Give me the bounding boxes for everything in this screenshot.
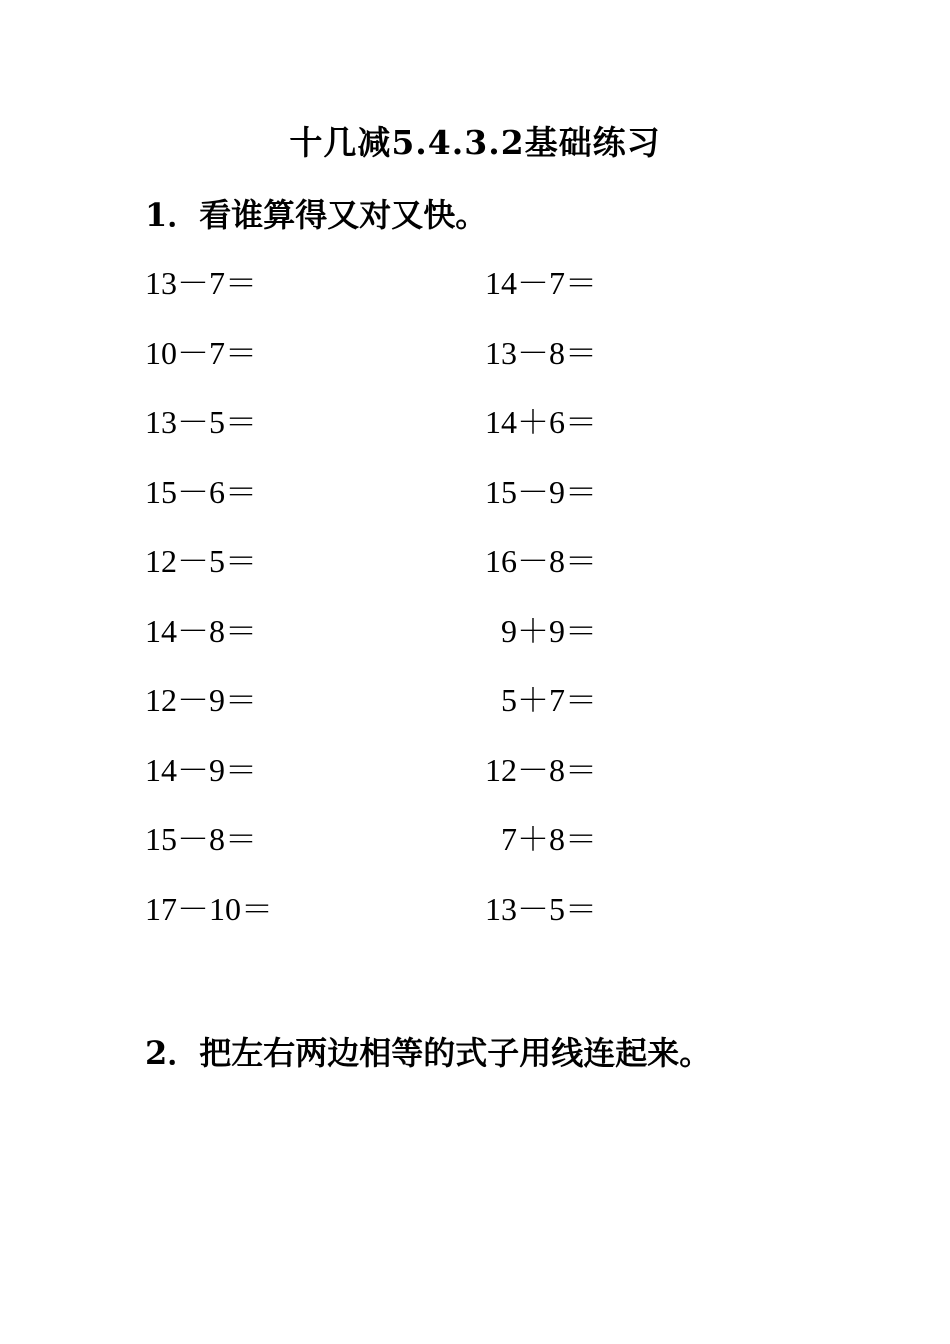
problem-right: 14－7＝ [484,265,597,301]
problem-right: 9＋9＝ [500,612,597,649]
problem-row [145,747,665,817]
problem-row [145,330,665,400]
problem-right: 16－8＝ [484,543,597,579]
problem-left: 10－7＝ [145,334,258,371]
problem-right: 14＋6＝ [484,404,597,440]
problem-right: 13－5＝ [484,890,597,927]
problem-left: 15－6＝ [145,473,258,510]
problem-right: 7＋8＝ [500,821,597,857]
section-1-heading: 1．看谁算得又对又快。 [145,196,488,234]
problem-left: 12－5＝ [145,543,258,579]
problem-right: 13－8＝ [484,334,597,371]
problem-right: 12－8＝ [484,751,597,788]
problem-left: 13－5＝ [145,404,258,440]
problem-row [145,469,665,539]
problem-grid [145,260,665,955]
problem-left: 14－9＝ [145,751,258,788]
page-title: 十几减5.4.3.2基础练习 [289,123,661,162]
problem-row [145,677,665,747]
problem-right: 15－9＝ [484,473,597,510]
section-2-heading: 2．把左右两边相等的式子用线连起来。 [145,1034,712,1072]
problem-row [145,399,665,469]
problem-row [145,260,665,330]
problem-right: 5＋7＝ [500,682,597,718]
problem-left: 12－9＝ [145,682,258,718]
problem-left: 13－7＝ [145,265,258,301]
problem-row [145,538,665,608]
problem-row [145,886,665,956]
problem-row [145,608,665,678]
problem-row [145,816,665,886]
problem-left: 14－8＝ [145,612,258,649]
problem-left: 17－10＝ [145,890,274,927]
problem-left: 15－8＝ [145,821,258,857]
